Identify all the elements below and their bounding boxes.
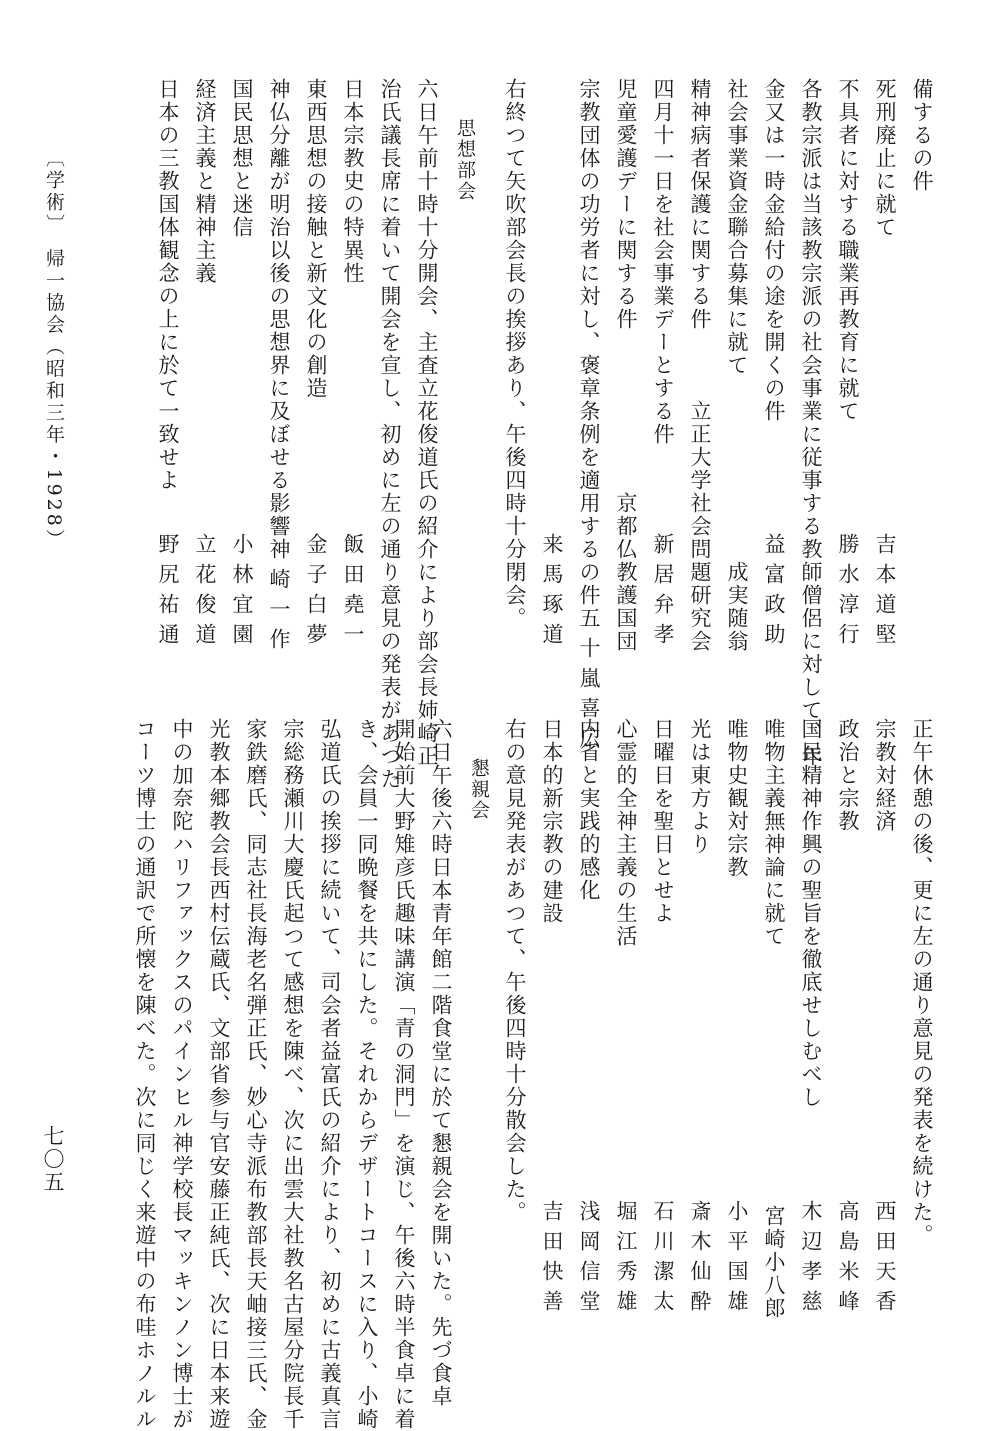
item-title: 児童愛護デーに関する件 [614,78,638,331]
item-title: 日本の三教国体観念の上に於て一致せよ [156,78,180,492]
item-author: 浅岡信堂 [577,1200,601,1320]
item-author: 宮崎小八郎 [762,1205,786,1320]
agenda-item [562,78,601,757]
top-intro: 備するの件 [910,78,934,193]
item-title: 唯物主義無神論に就て [762,718,786,948]
agenda-item [673,78,710,653]
presentation-item [289,78,326,653]
item-title: 日曜日を聖日とせよ [651,718,675,925]
presentation-item [710,718,747,1320]
item-author: 勝水淳行 [836,533,860,653]
body-line: 六日午後六時日本青年館二階食堂に於て懇親会を開いた。先づ食卓 [429,718,453,1408]
agenda-item-long [784,78,823,768]
body-line: 開始前大野雉彦氏趣味講演「青の洞門」を演じ、午後六時半食卓に着 [392,718,416,1431]
page-number: 七〇五 [41,1125,65,1194]
item-title: 金又は一時金給付の途を開くの件 [762,78,786,423]
session-para-line: 治氏議長席に着いて開会を宣し、初めに左の通り意見の発表があつた [378,78,402,791]
item-title: 国民思想と迷信 [230,78,254,239]
item-title: 宗教対経済 [873,718,897,833]
bottom-half [72,718,934,1431]
item-author: 高島米峰 [836,1200,860,1320]
running-head: 〔学術〕 帰一協会（昭和三年・1928） [43,148,65,551]
item-title: 不具者に対する職業再教育に就て [836,78,860,423]
agenda-item [599,78,636,653]
item-title: 死刑廃止に就て [873,78,897,239]
presentation-item [673,718,710,1320]
presentation-item [784,718,821,1320]
presentation-item [525,718,562,1320]
item-title: 東西思想の接触と新文化の創造 [304,78,328,400]
item-author: 石川潔太 [651,1200,675,1320]
item-author: 吉田快善 [540,1200,564,1320]
presentation-item [747,718,784,1320]
item-author: 益富政助 [762,533,786,653]
item-author: 立花俊道 [193,533,217,653]
presentation-item [252,78,291,658]
item-title: 四月十一日を社会事業デーとする件 [651,78,675,446]
item-title: 経済主義と精神主義 [193,78,217,285]
item-title: 光は東方より [688,718,712,856]
item-author: 立正大学社会問題研究会 [688,400,712,653]
item-title: 精神病者保護に関する件 [688,78,712,331]
presentation-item [215,78,252,653]
item-title: 日本的新宗教の建設 [540,718,564,925]
body-line: 中の加奈陀ハリファックスのパインヒル神学校長マッキンノン博士が [170,718,194,1431]
agenda-item [858,78,895,653]
agenda-item [636,78,673,653]
section-heading-thought: 思想部会 [454,118,476,202]
presentation-item [178,78,215,653]
item-title: 神仏分離が明治以後の思想界に及ぼせる影響 [267,78,291,538]
item-title: 国民精神作興の聖旨を徹底せしむべし [799,718,823,1109]
item-author: 斎木仙酔 [688,1200,712,1320]
body-line: 弘道氏の挨拶に続いて、司会者益富氏の紹介により、初めに古義真言 [318,718,342,1431]
item-author: 神崎一作 [267,538,291,658]
body-line: コーツ博士の通訳で所懐を陳べた。次に同じく来遊中の布哇ホノルル [133,718,157,1431]
item-title: 社会事業資金聯合募集に就て [725,78,749,377]
item-author: 成実随翁 [725,561,749,653]
presentation-item [821,718,858,1320]
item-title: 内省と実践的感化 [577,718,601,902]
body-line: 家鉄磨氏、同志社長海老名弾正氏、妙心寺派布教部長天岫接三氏、金 [244,718,268,1431]
presentation-item [599,718,636,1320]
section-heading-social: 懇親会 [468,758,490,821]
bottom-intro: 正午休憩の後、更に左の通り意見の発表を続けた。 [910,718,934,1247]
agenda-item [821,78,858,653]
item-author: 小平国雄 [725,1200,749,1320]
item-author: 野尻祐通 [156,533,180,653]
body-line: き、会員一同晩餐を共にした。それからデザートコースに入り、小崎 [355,718,379,1431]
item-title: 心霊的全神主義の生活 [614,718,638,948]
presentation-item [141,78,178,653]
item-author: 五十嵐喜広 [577,607,601,757]
item-author: 木辺孝慈 [799,1200,823,1320]
body-line: 光教本郷教会長西村伝蔵氏、文部省参与官安藤正純氏、次に日本来遊 [207,718,231,1431]
item-author: 京都仏教護国団 [614,492,638,653]
item-author: 小林宜園 [230,533,254,653]
item-title: 政治と宗教 [836,718,860,833]
agenda-item [747,78,784,653]
presentation-item [326,78,363,653]
session-closing: 右の意見発表があつて、午後四時十分散会した。 [503,718,527,1224]
presentation-item [858,718,895,1320]
item-title: 宗教団体の功労者に対し、褒章条例を適用するの件 [577,78,601,607]
agenda-item [710,78,747,653]
presentation-item [562,718,599,1320]
item-author: 来馬琢道 [540,533,564,653]
item-title: 唯物史観対宗教 [725,718,749,879]
item-author: 飯田堯一 [341,533,365,653]
item-author: 堀江秀雄 [614,1200,638,1320]
item-title: 日本宗教史の特異性 [341,78,365,285]
session-closing: 右終つて矢吹部会長の挨拶あり、午後四時十分閉会。 [503,78,527,630]
item-title: 各教宗派は当該教宗派の社会事業に従事する教師僧侶に対して、年 [799,78,823,768]
item-author: 新居弁孝 [651,533,675,653]
body-line: 宗総務瀬川大慶氏起つて感想を陳べ、次に出雲大社教名古屋分院長千 [281,718,305,1431]
agenda-item [525,78,562,653]
presentation-item [636,718,673,1320]
item-author: 西田天香 [873,1200,897,1320]
item-author: 金子白夢 [304,533,328,653]
session-para-line: 六日午前十時十分開会、主査立花俊道氏の紹介により部会長姉崎正 [415,78,439,768]
item-author: 吉本道堅 [873,533,897,653]
